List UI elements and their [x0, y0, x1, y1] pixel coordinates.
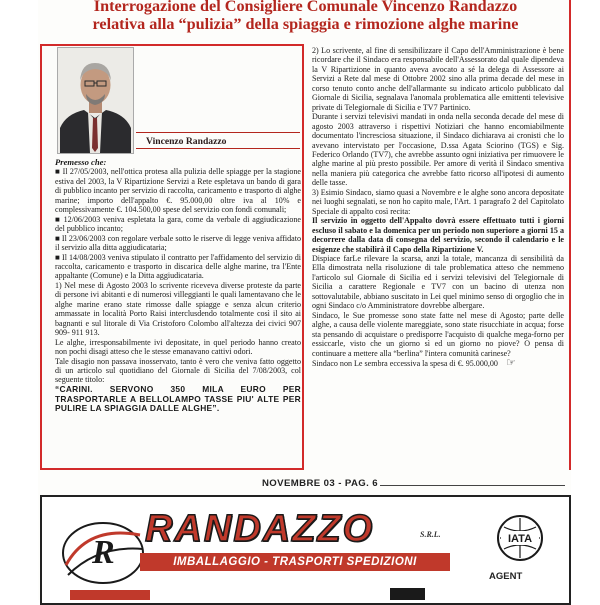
- left-paragraph: ■ Il 23/06/2003 con regolare verbale sotto le riserve di legge veniva affidato il servizio alla ditta aggiudicataria;: [55, 233, 301, 253]
- right-column-text: [312, 46, 564, 368]
- left-paragraph: 1) Nel mese di Agosto 2003 lo scrivente riceveva diverse proteste da parte di persone ivi abitanti e di numerosi villeggianti le quali lamentavano che le alghe marine erano state rimosse dalle spiagge e senza alcun criterio ammassate in località Porto Raisi interclusdendo totalmente così il sito ai bagnanti e sul litorale di Via Cristoforo Colombo all'altezza dei civici 907 909- 911 913.: [55, 280, 301, 338]
- right-paragraph: Durante i servizi televisivi mandati in onda nella seconda decade del mese di agosto 2003 attraverso i rispettivi Notiziari che hanno encomiabilmente documentato l'incresciosa situazione, il Sindaco dichiarava ai cronisti che lo avevano intervistato per l'occasione, D.ssa Agata Sciorino (TGS) e Sig. Federico Orlando (TV7), che avrebbe assunto ogni iniziativa per rimuovere le alghe marine al più presto possibile. Per amore di verità il Sindaco smentiva nella maniera più categorica che avrebbe fatto ricorso all'ipotesi di aumento delle tasse.: [312, 112, 564, 188]
- name-rule: [136, 132, 300, 133]
- right-paragraph: 3) Esimio Sindaco, siamo quasi a Novembre e le alghe sono ancora depositate nei luoghi segnalati, se non ho capito male, l'Art. 1 paragrafo 2 del Capitolato Speciale di appalto così recita:: [312, 187, 564, 216]
- left-column-top-rule: [40, 44, 304, 46]
- logo-letter: R: [92, 534, 115, 571]
- contract-clause: Il servizio in oggetto dell'Appalto dovrà essere effettuato tutti i giorni escluso il sabato e la domenica per un periodo non superiore a giorni 15 a decorrere dalla data di consegna del servizio, secondo il calendario e le esigenze che stabilirà il Capo della Ripartizione V.: [312, 216, 564, 254]
- right-paragraph: Dispiace farLe rilevare la scarsa, anzi la totale, mancanza di sensibilità da Ella dimostrata nella risoluzione di tale problematica atteso che nemmeno l'articolo sul Giornale di Sicilia ed i servizi televisivi del Telegiornale di Sicilia a carattere Regionale e TV7 con un bacino di utenza non sottovalutabile, abbiano suscitato in Lei quel minimo senso di orgoglio che in ogni Sindaco c/o Amministratore dovrebbe albergare.: [312, 253, 564, 311]
- pager-rule: [380, 485, 565, 486]
- right-paragraph: 2) Lo scrivente, al fine di sensibilizzare il Capo dell'Amministrazione è bene ricordare che il Sindaco era responsabile dell'Assessorato dal quale dipendeva la V Ripartizione in quanto aveva avocato a sé la delega di Assessore ai Servizi a Rete dal mese di Ottobre 2002 sino alla prima decade del mese in corso tenuto conto anche dell'allarmante su indicato articolo pubblicato dal Giornale di Sicilia, segnalava l'anomala problematica alle emittenti televisive private di Telegiornale di Sicilia e TV7 Partinico.: [312, 46, 564, 112]
- ad-strip-red: [70, 590, 150, 600]
- left-paragraph: Tale disagio non passava inosservato, tanto è vero che veniva fatto oggetto di un articolo sul quotidiano del Giornale di Sicilia del 7/08/2003, col seguente titolo:: [55, 356, 301, 385]
- agent-label: AGENT: [489, 571, 523, 582]
- author-photo: [57, 47, 134, 154]
- portrait-image: [58, 48, 133, 153]
- left-column-text: [55, 158, 301, 414]
- company-suffix: S.R.L.: [420, 530, 441, 539]
- ad-tagline: IMBALLAGGIO - TRASPORTI SPEDIZIONI: [140, 553, 450, 571]
- iata-logo-icon: [490, 513, 550, 563]
- page-number: NOVEMBRE 03 - PAG. 6: [261, 478, 379, 489]
- ad-strip-dark: [390, 588, 425, 600]
- headline-line-2: relativa alla “pulizia” della spiaggia e rimozione alghe marine: [92, 15, 519, 33]
- page-title: [48, 0, 563, 33]
- left-paragraph: ■ Il 14/08/2003 veniva stipulato il contratto per l'affidamento del servizio di raccolta, caricamento e trasporto in discarica delle alghe marine, tra l'Ente appaltante (Comune) e la Ditta aggiudicataria.: [55, 252, 301, 281]
- iata-text: IATA: [507, 533, 533, 545]
- headline-line-1: Interrogazione del Consigliere Comunale Vincenzo Randazzo: [93, 0, 518, 15]
- closing-sentence: Sindaco non Le sembra eccessiva la spesa di €. 95.000,00: [312, 358, 498, 368]
- left-paragraph: Le alghe, irresponsabilmente ivi depositate, in quel periodo hanno creato non pochi disagi atteso che le stesse emanavano cattivi odori.: [55, 337, 301, 357]
- brand-name: RANDAZZO: [145, 508, 375, 550]
- right-paragraph-last: [312, 355, 564, 369]
- premesso-heading: Premesso che:: [55, 157, 107, 167]
- author-name: Vincenzo Randazzo: [136, 135, 300, 149]
- left-paragraph: ■ Il 27/05/2003, nell'ottica protesa alla pulizia delle spiagge per la stagione estiva del 2003, la V Ripartizione Servizi a Rete espletava un bando di gara di pubblico incanto per servizio di raccolta, caricamento e trasporto di alghe marine; importo dell'appalto €. 95.000,00 oltre iva al 10% e complessivamente €. 104.500,00 spese del servizio con fondi comunali;: [55, 167, 301, 215]
- newspaper-quote: “CARINI. SERVONO 350 MILA EURO PER TRASPORTARLE A BELLOLAMPO TASSE PIU' ALTE PER PULIRE LA SPIAGGIA DALLE ALGHE”.: [55, 383, 301, 414]
- pointing-hand-icon: ☞: [505, 355, 516, 369]
- right-paragraph: Sindaco, le Sue promesse sono state fatte nel mese di Agosto; parte delle alghe, a causa delle violente mareggiate, sono state risucchiate in acqua; forse sta pensando di acquistare o predisporre l'acquisto di qualche mega-forno per essiccarle, visto che un giorno sì ed un giorno no piove? O pensa di continuare a mettere alla “berlina” l'intera comunità carinese?: [312, 310, 564, 358]
- left-paragraph: ■ 12/06/2003 veniva espletata la gara, come da verbale di aggiudicazione del pubblico incanto;: [55, 214, 301, 234]
